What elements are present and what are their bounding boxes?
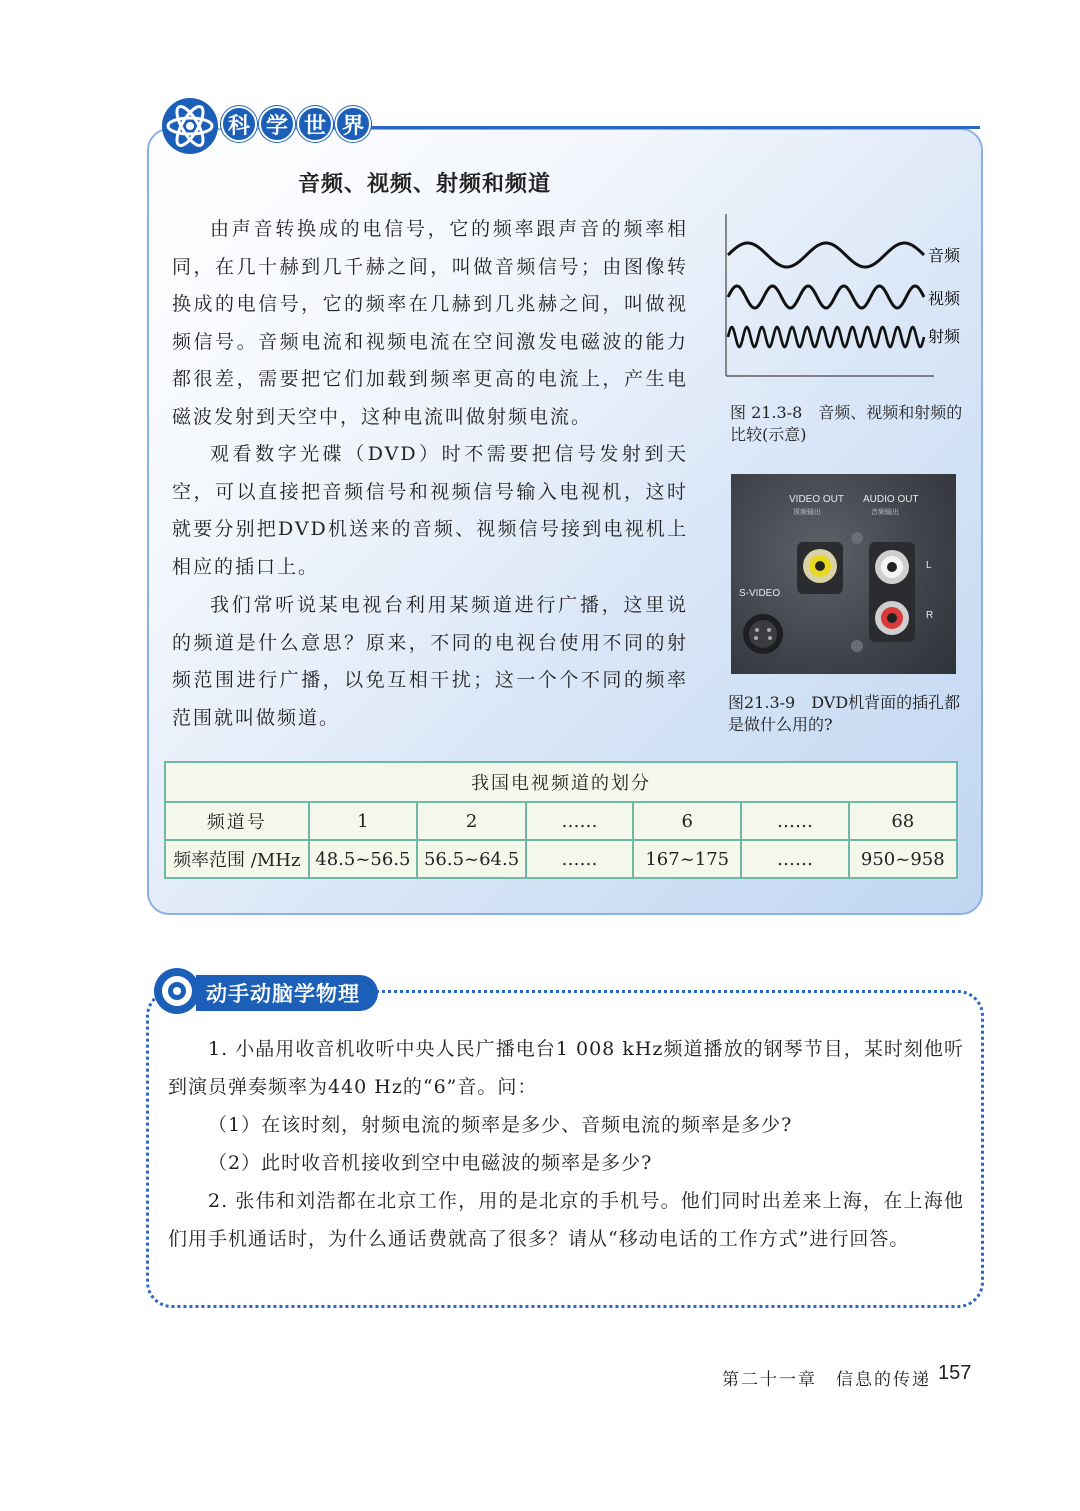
table-cell: 56.5~64.5 [417,840,526,878]
chapter-footer: 第二十一章 信息的传递 [722,1370,931,1390]
wave-comparison-figure [718,210,978,380]
audio-wave [728,243,924,267]
section-label-science-world [213,105,379,143]
table-row-channels [165,802,957,840]
photo-label-right: R [926,610,934,621]
photo-label-audio-out-cn: 音频输出 [871,508,899,516]
article-title: 音频、视频、射频和频道 [298,172,552,197]
table-row-ranges [165,840,957,878]
rf-wave [728,327,924,347]
connector-jacks-illustration [731,474,956,674]
wave-label-video: 视频 [928,289,961,308]
paragraph: 由声音转换成的电信号，它的频率跟声音的频率相同，在几十赫到几千赫之间，叫做音频信号；由图像转换成的电信号，它的频率在几赫到几兆赫之间，叫做视频信号。音频电流和视频电流在空间激发电磁波的能力都很差，需要把它们加载到频率更高的电流上，产生电磁波发射到天空中，这种电流叫做射频电流。 [172,218,688,428]
table-row-header: 频道号 [165,802,309,840]
figure-caption: 图 21.3-8 音频、视频和射频的比较(示意) [730,403,963,444]
table-cell: 167~175 [633,840,741,878]
section-label-char: 世 [297,106,333,142]
channel-table [164,761,958,879]
table-cell: 6 [633,802,741,840]
table-title: 我国电视频道的划分 [165,762,957,802]
wave-label-audio: 音频 [928,246,961,265]
photo-label-video-out-cn: 视频输出 [793,508,821,516]
wave-label-rf: 射频 [928,327,961,346]
photo-label-audio-out: AUDIO OUT [863,494,919,505]
section-rule [330,126,980,129]
table-cell: 48.5~56.5 [309,840,418,878]
dvd-back-panel-photo [731,474,956,674]
photo-label-left: L [926,560,932,571]
photo-label-video-out: VIDEO OUT [789,494,845,505]
section-label-hands-on: 动手动脑学物理 [196,975,378,1011]
table-row-header: 频率范围 /MHz [165,840,309,878]
paragraph: 我们常听说某电视台利用某频道进行广播，这里说的频道是什么意思？原来，不同的电视台使用不同的射频范围进行广播，以免互相干扰；这一个个不同的频率范围就叫做频道。 [172,594,688,729]
table-title-row [165,762,957,802]
table-cell: 950~958 [849,840,957,878]
section-label-char: 学 [259,106,295,142]
table-cell: 68 [849,802,957,840]
table-cell: …… [741,840,848,878]
table-cell: …… [526,802,633,840]
atom-icon [160,96,220,156]
section-label-char: 界 [335,106,371,142]
table-cell: 2 [417,802,526,840]
table-cell: …… [526,840,633,878]
figure-caption: 图21.3-9 DVD机背面的插孔都是做什么用的? [728,693,961,734]
question-1: 1. 小晶用收音机收听中央人民广播电台1 008 kHz频道播放的钢琴节目，某时刻他听到演员弹奏频率为440 Hz的“6”音。问： [168,1038,964,1098]
table-cell: 1 [309,802,418,840]
question-2: 2. 张伟和刘浩都在北京工作，用的是北京的手机号。他们同时出差来上海，在上海他们用手机通话时，为什么通话费就高了很多？请从“移动电话的工作方式”进行回答。 [168,1190,964,1250]
table-cell: …… [741,802,848,840]
section-label-char: 科 [221,106,257,142]
target-icon [152,966,202,1016]
page-number: 157 [938,1362,972,1384]
paragraph: 观看数字光碟（DVD）时不需要把信号发射到天空，可以直接把音频信号和视频信号输入电视机，这时就要分别把DVD机送来的音频、视频信号接到电视机上相应的插口上。 [172,443,688,578]
photo-label-s-video: S-VIDEO [739,588,781,599]
question-1-part-2: （2）此时收音机接收到空中电磁波的频率是多少? [208,1152,653,1174]
video-wave [728,286,924,308]
question-1-part-1: （1）在该时刻，射频电流的频率是多少、音频电流的频率是多少? [208,1114,793,1136]
